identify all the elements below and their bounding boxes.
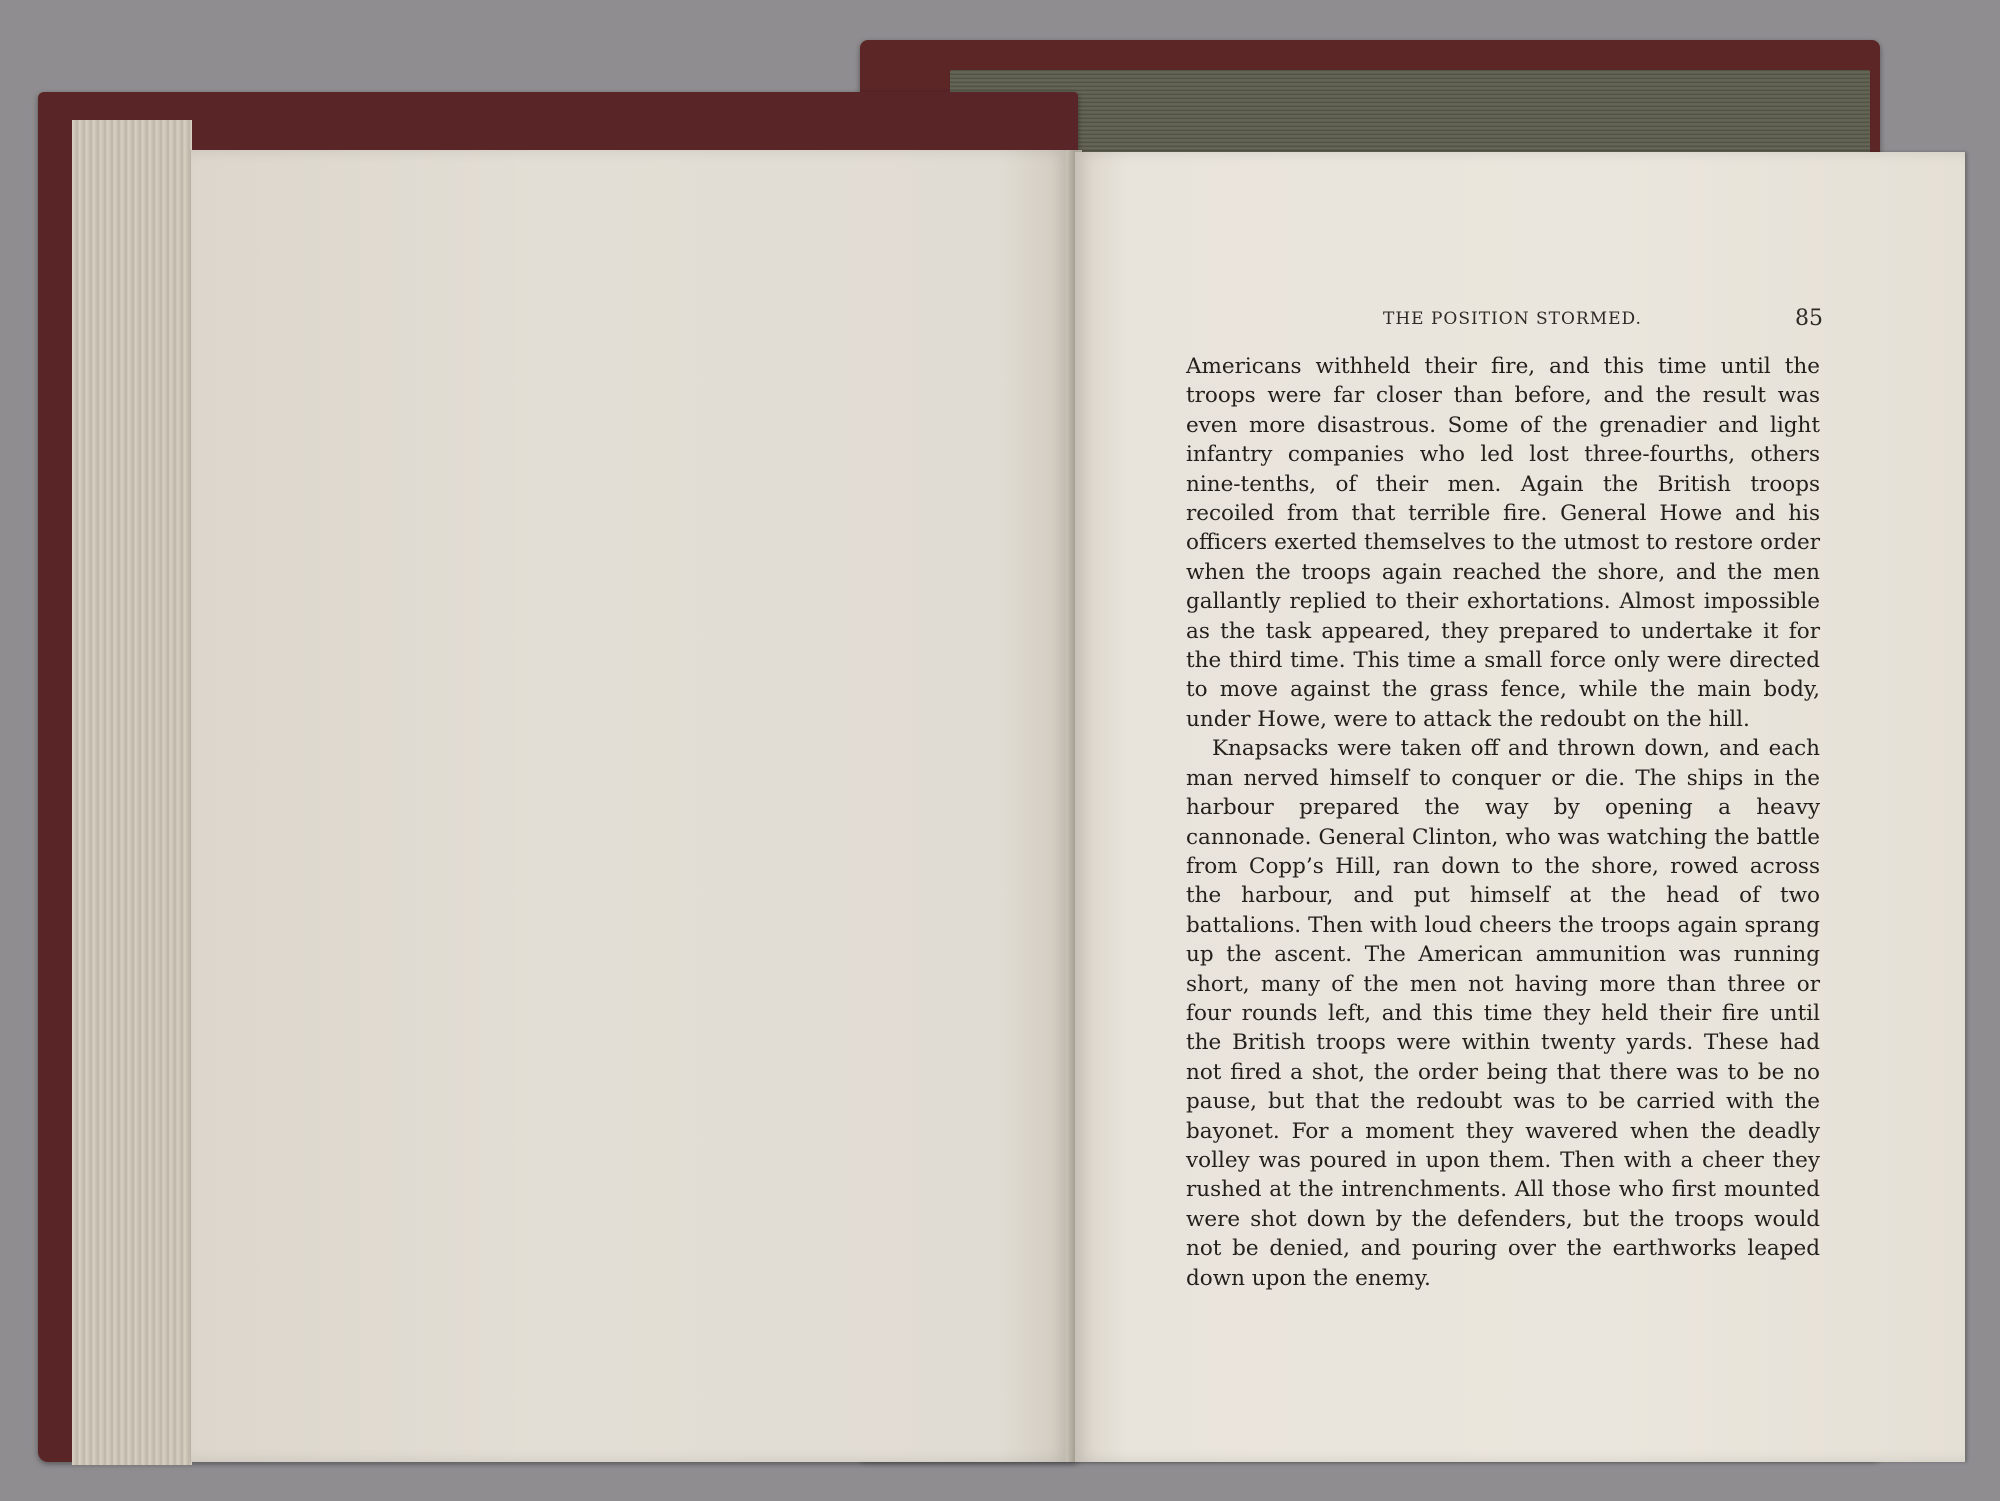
page-body [1186,352,1820,1293]
page-number: 85 [1795,306,1823,331]
running-title: THE POSITION STORMED. [1383,309,1642,329]
left-page-blank [190,150,1070,1462]
paragraph-2: Knapsacks were taken off and thrown down, and each man nerved himself to conquer or die. The ships in the harbour prepared the way by opening a heavy cannonade. General Clinton, who was watching the battle from Copp’s Hill, ran down to the shore, rowed across the harbour, and put himself at the head of two battalions. Then with loud cheers the troops again sprang up the ascent. The American ammunition was running short, many of the men not having more than three or four rounds left, and this time they held their fire until the British troops were within twenty yards. These had not fired a shot, the order being that there was to be no pause, but that the redoubt was to be carried with the bayonet. For a moment they wavered when the deadly volley was poured in upon them. Then with a cheer they rushed at the intrenchments. All those who first mounted were shot down by the defenders, but the troops would not be denied, and pouring over the earthworks leaped down upon the enemy. [1186,736,1820,1291]
page-stack-left [72,120,192,1465]
paragraph-1: Americans withheld their fire, and this time until the troops were far closer than before, and the result was even more disastrous. Some of the grenadier and light infantry companies who led lost three-fourths, others nine-tenths, of their men. Again the British troops recoiled from that terrible fire. General Howe and his officers exerted themselves to the utmost to restore order when the troops again reached the shore, and the men gallantly replied to their exhortations. Almost impossible as the task appeared, they prepared to undertake it for the third time. This time a small force only were directed to move against the grass fence, while the main body, under Howe, were to attack the redoubt on the hill. [1186,354,1820,732]
page-edge-line [190,150,199,1462]
